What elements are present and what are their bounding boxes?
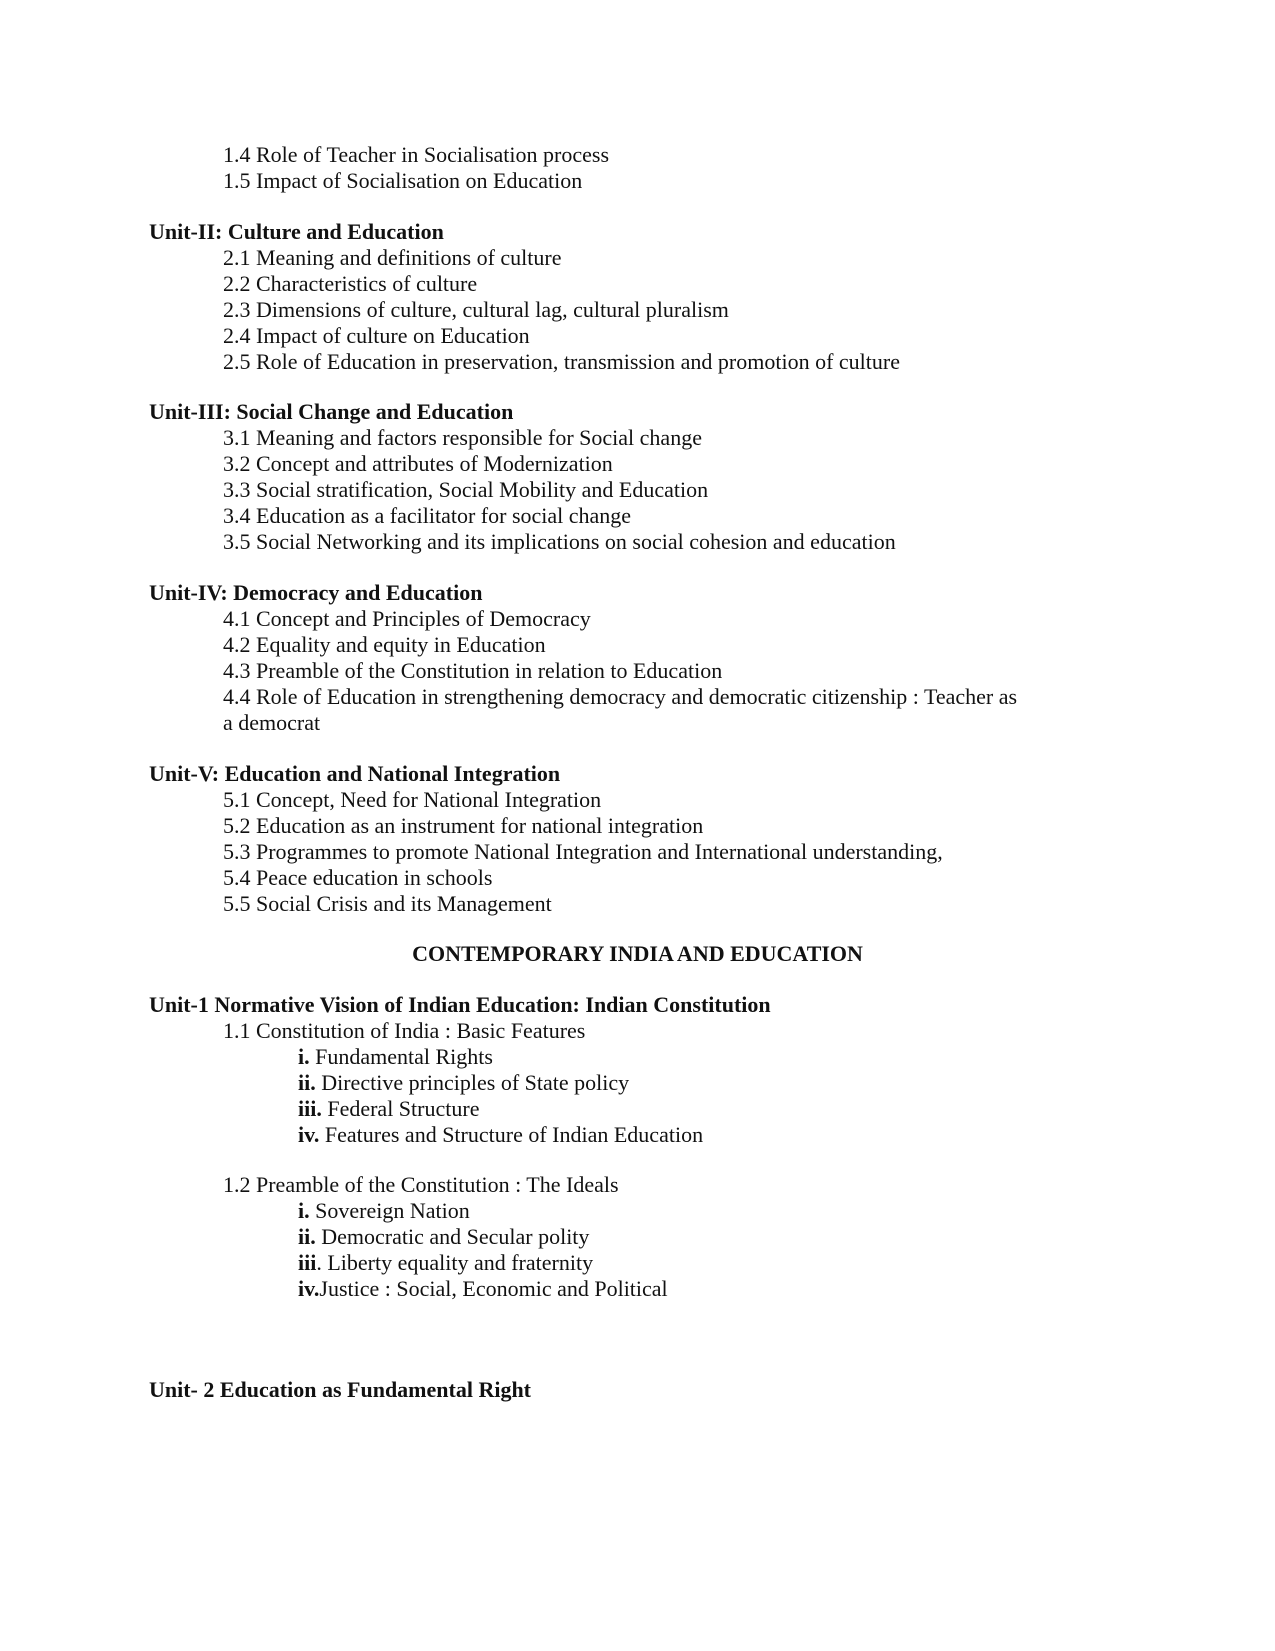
list-item: 2.1 Meaning and definitions of culture xyxy=(223,245,562,270)
item-marker: ii. xyxy=(298,1224,316,1249)
list-item: 3.3 Social stratification, Social Mobility and Education xyxy=(223,477,709,502)
list-item-continuation: a democrat xyxy=(223,710,321,735)
list-item: 2.3 Dimensions of culture, cultural lag, cultural pluralism xyxy=(223,297,729,322)
list-item xyxy=(298,1044,493,1070)
list-item: 1.5 Impact of Socialisation on Education xyxy=(223,168,583,193)
list-item: 1.4 Role of Teacher in Socialisation process xyxy=(223,142,610,167)
list-item xyxy=(298,1276,668,1302)
item-text: Directive principles of State policy xyxy=(315,1070,630,1095)
unit-heading: Unit-IV: Democracy and Education xyxy=(149,580,483,605)
unit-heading: Unit-V: Education and National Integration xyxy=(149,761,561,786)
item-text: Federal Structure xyxy=(321,1096,480,1121)
item-marker: iii. xyxy=(298,1096,322,1121)
list-item: 3.4 Education as a facilitator for social change xyxy=(223,503,632,528)
item-text: . Liberty equality and fraternity xyxy=(316,1250,594,1275)
list-item xyxy=(298,1198,470,1224)
list-item xyxy=(298,1096,479,1122)
unit-heading: Unit-1 Normative Vision of Indian Education: Indian Constitution xyxy=(149,992,771,1017)
list-item: 4.2 Equality and equity in Education xyxy=(223,632,546,657)
list-item: 2.5 Role of Education in preservation, transmission and promotion of culture xyxy=(223,349,900,374)
list-item: 5.4 Peace education in schools xyxy=(223,865,493,890)
item-text: Justice : Social, Economic and Political xyxy=(319,1276,668,1301)
item-marker: iii xyxy=(298,1250,317,1275)
list-item: 4.1 Concept and Principles of Democracy xyxy=(223,606,591,631)
unit-heading: Unit- 2 Education as Fundamental Right xyxy=(149,1377,532,1402)
subsection-title: 1.2 Preamble of the Constitution : The Ideals xyxy=(223,1172,619,1197)
list-item: 5.1 Concept, Need for National Integration xyxy=(223,787,602,812)
item-text: Fundamental Rights xyxy=(309,1044,493,1069)
subsection-title: 1.1 Constitution of India : Basic Features xyxy=(223,1018,586,1043)
list-item: 3.2 Concept and attributes of Modernization xyxy=(223,451,613,476)
list-item xyxy=(298,1250,593,1276)
list-item: 4.3 Preamble of the Constitution in relation to Education xyxy=(223,658,723,683)
list-item: 5.3 Programmes to promote National Integration and International understanding, xyxy=(223,839,943,864)
list-item: 4.4 Role of Education in strengthening democracy and democratic citizenship : Teacher as xyxy=(223,684,1018,709)
section-title: CONTEMPORARY INDIA AND EDUCATION xyxy=(412,941,863,966)
list-item: 3.5 Social Networking and its implications on social cohesion and education xyxy=(223,529,896,554)
list-item: 3.1 Meaning and factors responsible for Social change xyxy=(223,425,702,450)
list-item: 2.2 Characteristics of culture xyxy=(223,271,478,296)
item-text: Features and Structure of Indian Education xyxy=(319,1122,704,1147)
item-marker: i. xyxy=(298,1198,310,1223)
item-marker: ii. xyxy=(298,1070,316,1095)
item-text: Democratic and Secular polity xyxy=(315,1224,590,1249)
item-marker: i. xyxy=(298,1044,310,1069)
item-text: Sovereign Nation xyxy=(309,1198,470,1223)
list-item xyxy=(298,1122,703,1148)
list-item: 2.4 Impact of culture on Education xyxy=(223,323,530,348)
list-item xyxy=(298,1070,629,1096)
item-marker: iv. xyxy=(298,1122,320,1147)
list-item: 5.2 Education as an instrument for national integration xyxy=(223,813,704,838)
unit-heading: Unit-III: Social Change and Education xyxy=(149,399,514,424)
item-marker: iv. xyxy=(298,1276,320,1301)
unit-heading: Unit-II: Culture and Education xyxy=(149,219,444,244)
list-item xyxy=(298,1224,589,1250)
list-item: 5.5 Social Crisis and its Management xyxy=(223,891,552,916)
